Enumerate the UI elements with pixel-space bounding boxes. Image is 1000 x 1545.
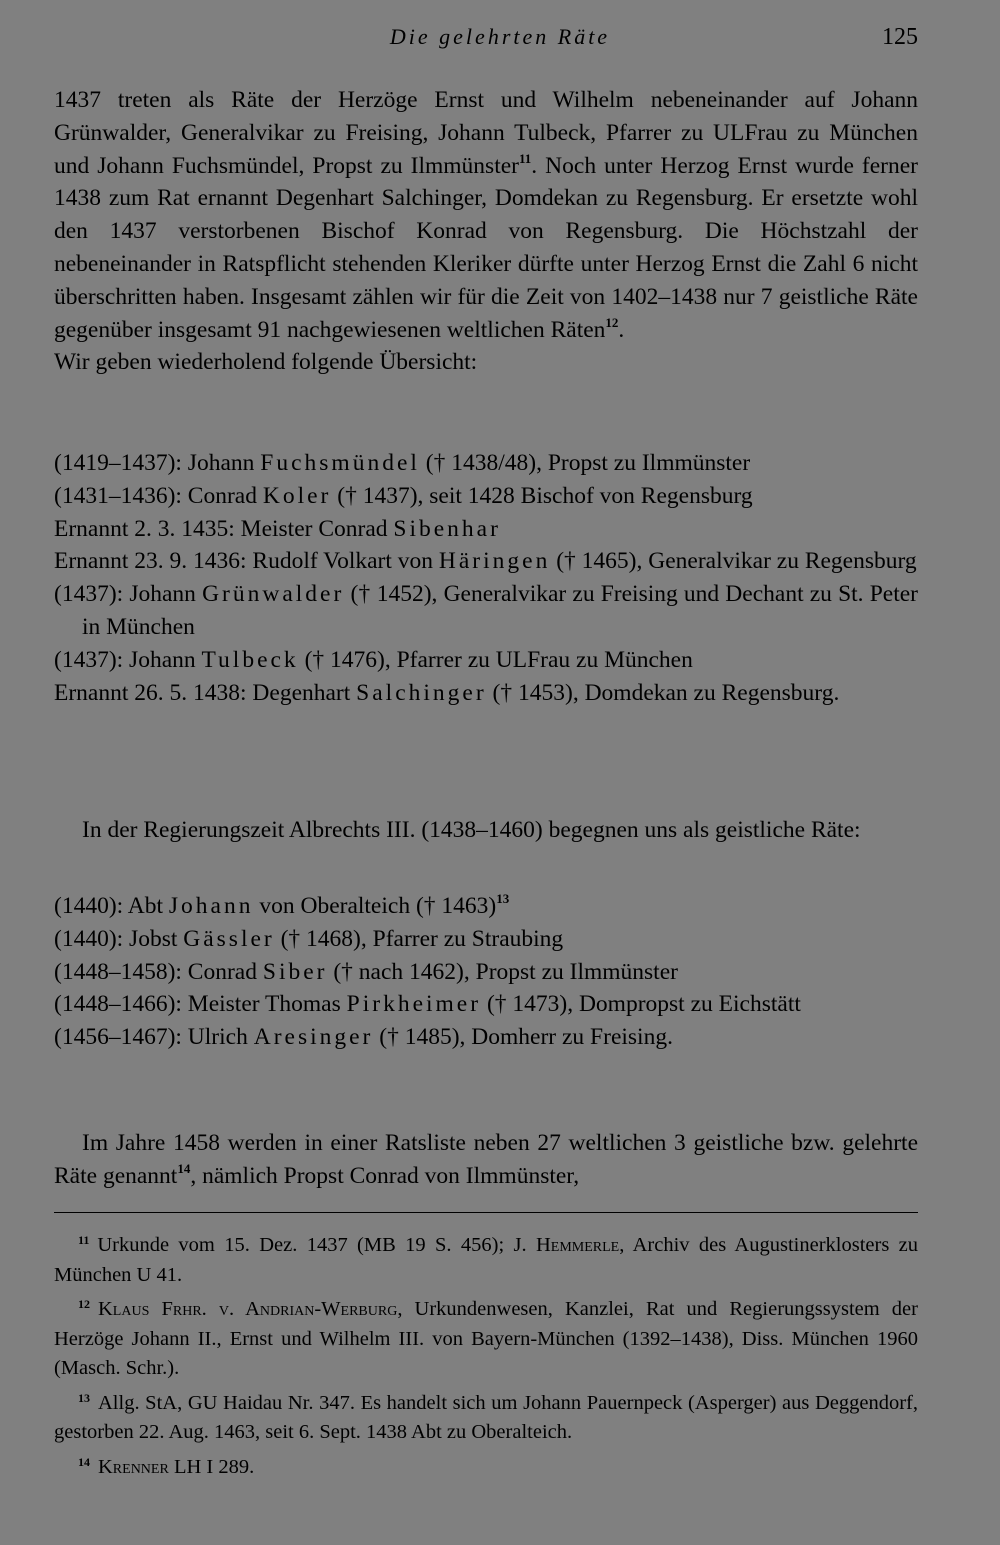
person-name: Fuchsmündel (260, 450, 420, 476)
entry-detail: († 1438/48), Propst zu Ilmmünster (419, 450, 751, 476)
council-list-1 (54, 447, 918, 709)
footnote-text: , Urkundenwesen, Kanzlei, Rat und Regierungssystem der Herzöge Johann II., Ernst und Wilhelm III. von Bayern-München (1392–1438), Diss. München 1960 (Masch. Schr.). (54, 1298, 918, 1379)
paragraph-text: , nämlich Propst Conrad von Ilmmünster, (190, 1162, 580, 1189)
list-item (54, 923, 918, 956)
footnote-ref: 13 (496, 891, 510, 906)
list-item (54, 890, 918, 923)
entry-date: (1448–1466): Meister Thomas (54, 991, 347, 1018)
council-list-2 (54, 890, 918, 1054)
footnote-ref: 12 (605, 314, 619, 330)
footnote (54, 1448, 918, 1483)
footnote-number: 13 (78, 1390, 90, 1405)
entry-date: (1440): Abt (54, 893, 169, 919)
list-item (54, 1021, 918, 1054)
entry-detail: († 1437), seit 1428 Bischof von Regensburg (331, 482, 753, 509)
list-item (54, 644, 918, 677)
person-name: Grünwalder (202, 581, 345, 608)
person-name: Salchinger (356, 679, 487, 706)
person-name: Tulbeck (201, 646, 299, 673)
person-name: Gässler (183, 925, 275, 952)
list-item (54, 988, 918, 1021)
footnote-text: , Archiv des Augustinerklosters zu München U 41. (54, 1234, 918, 1286)
list-item (54, 956, 918, 989)
entry-date: (1448–1458): Conrad (54, 958, 263, 985)
footnote-text: Urkunde vom 15. Dez. 1437 (MB 19 S. 456); J. (97, 1234, 536, 1256)
author-name: Krenner (98, 1455, 169, 1478)
person-name: Koler (262, 482, 332, 509)
entry-detail: († 1453), Domdekan zu Regensburg. (486, 679, 840, 706)
footnote-ref: 14 (177, 1160, 191, 1176)
running-title: Die gelehrten Räte (389, 24, 611, 49)
entry-detail: († 1485), Domherr zu Freising. (373, 1024, 673, 1051)
person-name: Siber (262, 958, 328, 985)
body-paragraph-2 (54, 814, 918, 847)
footnotes (54, 1226, 918, 1482)
footnote-ref: 11 (519, 150, 532, 166)
person-name: Johann (168, 893, 254, 919)
entry-date: (1419–1437): Johann (54, 450, 261, 476)
paragraph-text: 1437 treten als Räte der Herzöge Ernst und Wilhelm nebeneinander auf Johann Grünwalder, Generalvikar zu Freising, Johann Tulbeck, Pfarrer zu ULFrau zu München und Johann Fuchsmündel, Propst zu Ilmmünster (54, 87, 918, 179)
entry-detail: († 1473), Dompropst zu Eichstätt (481, 991, 801, 1018)
entry-detail: († 1465), Generalvikar zu Regensburg (550, 548, 917, 575)
entry-detail: († 1452), Generalvikar zu Freising und Dechant zu St. Peter in München (82, 581, 918, 640)
list-item (54, 480, 918, 513)
author-name: Hemmerle (535, 1234, 620, 1256)
entry-date: (1431–1436): Conrad (54, 482, 263, 509)
entry-date: Ernannt 2. 3. 1435: Meister Conrad (54, 515, 394, 542)
paragraph-text: . Noch unter Herzog Ernst wurde ferner 1438 zum Rat ernannt Degenhart Salchinger, Domdekan zu Regensburg. Er ersetzte wohl den 1437 verstorbenen Bischof Konrad von Regensburg. Die Höchstzahl der nebeneinander in Ratspflicht stehenden Kleriker dürfte unter Herzog Ernst die Zahl 6 nicht überschritten haben. Insgesamt zählen wir für die Zeit von 1402–1438 nur 7 geistliche Räte gegenüber insgesamt 91 nachgewiesenen weltlichen Räten (54, 152, 919, 343)
paragraph-text: In der Regierungszeit Albrechts III. (1438–1460) begegnen uns als geistliche Räte: (82, 817, 861, 843)
entry-date: (1437): Johann (54, 581, 203, 608)
footnote-text: LH I 289. (168, 1455, 255, 1478)
footnote (54, 1384, 918, 1448)
list-item (54, 677, 918, 710)
footnote-number: 11 (78, 1233, 90, 1247)
entry-detail: von Oberalteich († 1463) (253, 893, 497, 919)
entry-detail: († 1476), Pfarrer zu ULFrau zu München (298, 646, 693, 673)
body-paragraph-1 (54, 84, 918, 379)
person-name: Aresinger (253, 1024, 374, 1051)
page-number: 125 (882, 24, 918, 50)
footnote-divider (54, 1212, 918, 1213)
list-item (54, 447, 918, 480)
page-header (0, 24, 1000, 54)
paragraph-text: . (618, 316, 625, 343)
entry-date: Ernannt 23. 9. 1436: Rudolf Volkart von (54, 548, 439, 575)
footnote-number: 14 (78, 1454, 90, 1469)
entry-date: (1456–1467): Ulrich (54, 1024, 254, 1051)
entry-detail: († 1468), Pfarrer zu Straubing (274, 925, 564, 952)
footnote (54, 1226, 918, 1290)
list-item (54, 545, 918, 578)
person-name: Pirkheimer (346, 991, 482, 1018)
footnote (54, 1290, 918, 1384)
person-name: Häringen (438, 548, 551, 575)
list-item (54, 513, 918, 546)
footnote-number: 12 (78, 1297, 90, 1311)
entry-detail: († nach 1462), Propst zu Ilmmünster (327, 958, 678, 985)
paragraph-text: Wir geben wiederholend folgende Übersicht: (54, 349, 478, 376)
paragraph-text: Im Jahre 1458 werden in einer Ratsliste neben 27 weltlichen 3 geistliche bzw. gelehrte Räte genannt (54, 1130, 918, 1189)
entry-date: (1437): Johann (54, 646, 202, 673)
footnote-text: Allg. StA, GU Haidau Nr. 347. Es handelt sich um Johann Pauernpeck (Asperger) aus Deggendorf, gestorben 22. Aug. 1463, seit 6. Sept. 1438 Abt zu Oberalteich. (54, 1391, 918, 1443)
author-name: Klaus Frhr. v. Andrian-Werburg (98, 1298, 398, 1320)
person-name: Sibenhar (393, 515, 501, 542)
body-paragraph-3 (54, 1127, 918, 1193)
entry-date: (1440): Jobst (54, 925, 184, 952)
entry-date: Ernannt 26. 5. 1438: Degenhart (54, 679, 357, 706)
list-item (54, 578, 918, 644)
